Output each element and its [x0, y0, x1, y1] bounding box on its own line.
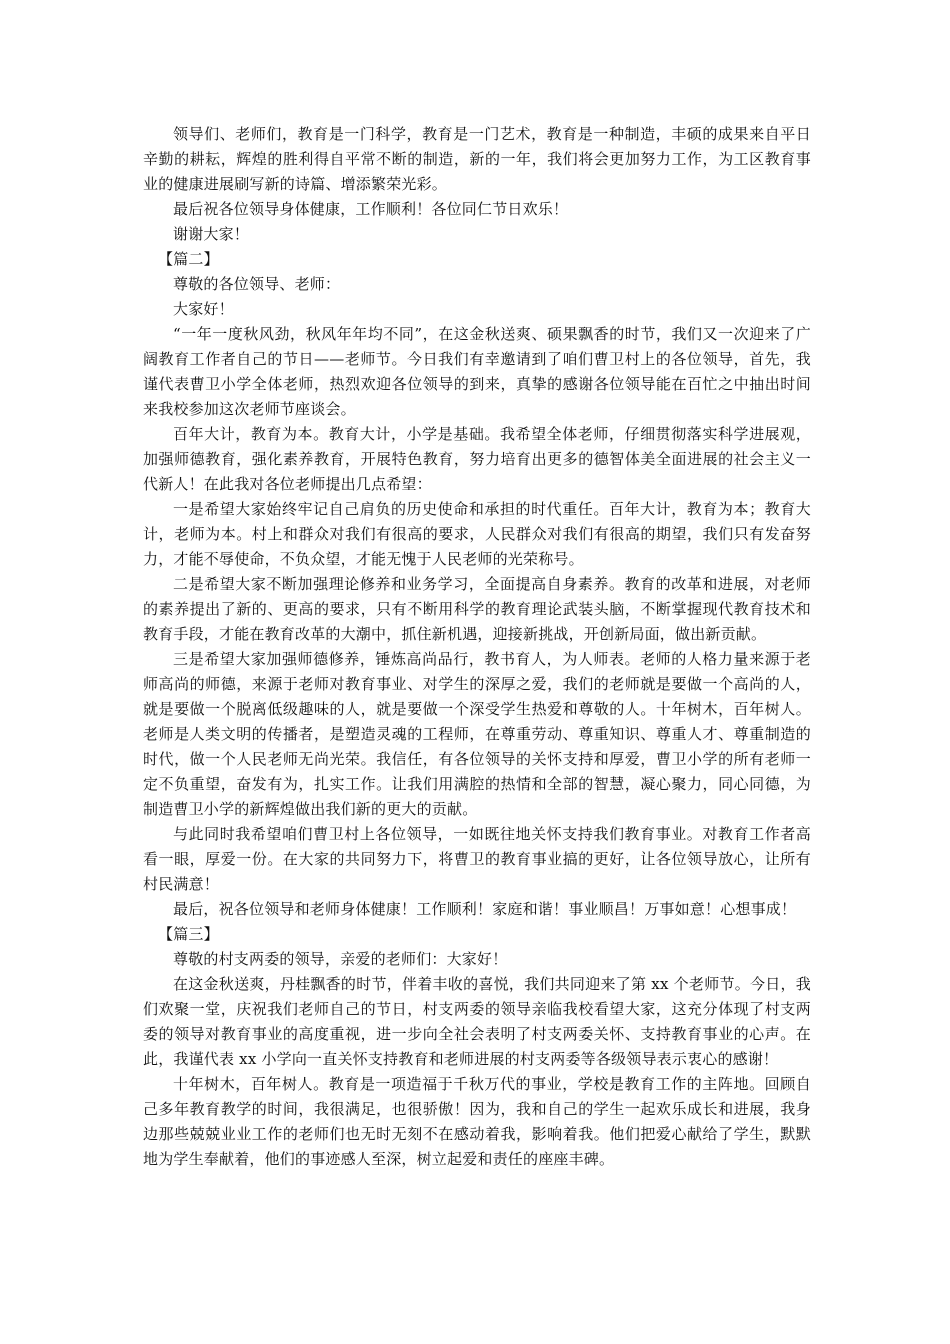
- section-heading: 【篇三】: [158, 925, 219, 943]
- paragraph: 尊敬的各位领导、老师：: [173, 275, 341, 293]
- paragraph: 百年大计，教育为本。教育大计，小学是基础。我希望全体老师，仔细贯彻落实科学进展观，加强师德教育，强化素养教育，开展特色教育，努力培育出更多的德智体美全面进展的社会主义一代新人！在此我对各位老师提出几点希望：: [143, 425, 811, 493]
- paragraph: “一年一度秋风劲，秋风年年均不同”，在这金秋送爽、硕果飘香的时节，我们又一次迎来了广阔教育工作者自己的节日——老师节。今日我们有幸邀请到了咱们曹卫村上的各位领导，首先，我谨代表曹卫小学全体老师，热烈欢迎各位领导的到来，真挚的感谢各位领导能在百忙之中抽出时间来我校参加这次老师节座谈会。: [143, 325, 811, 418]
- paragraph: 一是希望大家始终牢记自己肩负的历史使命和承担的时代重任。百年大计，教育为本；教育大计，老师为本。村上和群众对我们有很高的要求，人民群众对我们有很高的期望，我们只有发奋努力，才能不辱使命，不负众望，才能无愧于人民老师的光荣称号。: [143, 500, 811, 568]
- paragraph: 十年树木，百年树人。教育是一项造福于千秋万代的事业，学校是教育工作的主阵地。回顾自己多年教育教学的时间，我很满足，也很骄傲！因为，我和自己的学生一起欢乐成长和进展，我身边那些兢兢业业工作的老师们也无时无刻不在感动着我，影响着我。他们把爱心献给了学生，默默地为学生奉献着，他们的事迹感人至深，树立起爱和责任的座座丰碑。: [143, 1075, 811, 1168]
- paragraph: 尊敬的村支两委的领导，亲爱的老师们：大家好！: [173, 950, 508, 968]
- paragraph: 在这金秋送爽，丹桂飘香的时节，伴着丰收的喜悦，我们共同迎来了第 xx 个老师节。今日，我们欢聚一堂，庆祝我们老师自己的节日，村支两委的领导亲临我校看望大家，这充分体现了村支两委的领导对教育事业的高度重视，进一步向全社会表明了村支两委关怀、支持教育事业的心声。在此，我谨代表 xx 小学向一直关怀支持教育和老师进展的村支两委等各级领导表示衷心的感谢！: [143, 975, 811, 1068]
- paragraph: 与此同时我希望咱们曹卫村上各位领导，一如既往地关怀支持我们教育事业。对教育工作者高看一眼，厚爱一份。在大家的共同努力下，将曹卫的教育事业搞的更好，让各位领导放心，让所有村民满意！: [143, 825, 811, 893]
- section-heading: 【篇二】: [158, 250, 219, 268]
- paragraph: 最后祝各位领导身体健康，工作顺利！各位同仁节日欢乐！: [173, 200, 569, 218]
- paragraph: 最后，祝各位领导和老师身体健康！工作顺利！家庭和谐！事业顺昌！万事如意！心想事成！: [173, 900, 797, 918]
- paragraph: 大家好！: [173, 300, 234, 318]
- paragraph: 领导们、老师们，教育是一门科学，教育是一门艺术，教育是一种制造，丰硕的成果来自平日辛勤的耕耘，辉煌的胜利得自平常不断的制造，新的一年，我们将会更加努力工作，为工区教育事业的健康进展刷写新的诗篇、增添繁荣光彩。: [143, 125, 811, 193]
- paragraph: 谢谢大家！: [173, 225, 250, 243]
- paragraph: 三是希望大家加强师德修养，锤炼高尚品行，教书育人，为人师表。老师的人格力量来源于老师高尚的师德，来源于老师对教育事业、对学生的深厚之爱，我们的老师就是要做一个高尚的人，就是要做一个脱离低级趣味的人，就是要做一个深受学生热爱和尊敬的人。十年树木，百年树人。老师是人类文明的传播者，是塑造灵魂的工程师，在尊重劳动、尊重知识、尊重人才、尊重制造的时代，做一个人民老师无尚光荣。我信任，有各位领导的关怀支持和厚爱，曹卫小学的所有老师一定不负重望，奋发有为，扎实工作。让我们用满腔的热情和全部的智慧，凝心聚力，同心同德，为制造曹卫小学的新辉煌做出我们新的更大的贡献。: [143, 650, 811, 818]
- paragraph: 二是希望大家不断加强理论修养和业务学习，全面提高自身素养。教育的改革和进展，对老师的素养提出了新的、更高的要求，只有不断用科学的教育理论武装头脑，不断掌握现代教育技术和教育手段，才能在教育改革的大潮中，抓住新机遇，迎接新挑战，开创新局面，做出新贡献。: [143, 575, 811, 643]
- document-body: [143, 122, 811, 1172]
